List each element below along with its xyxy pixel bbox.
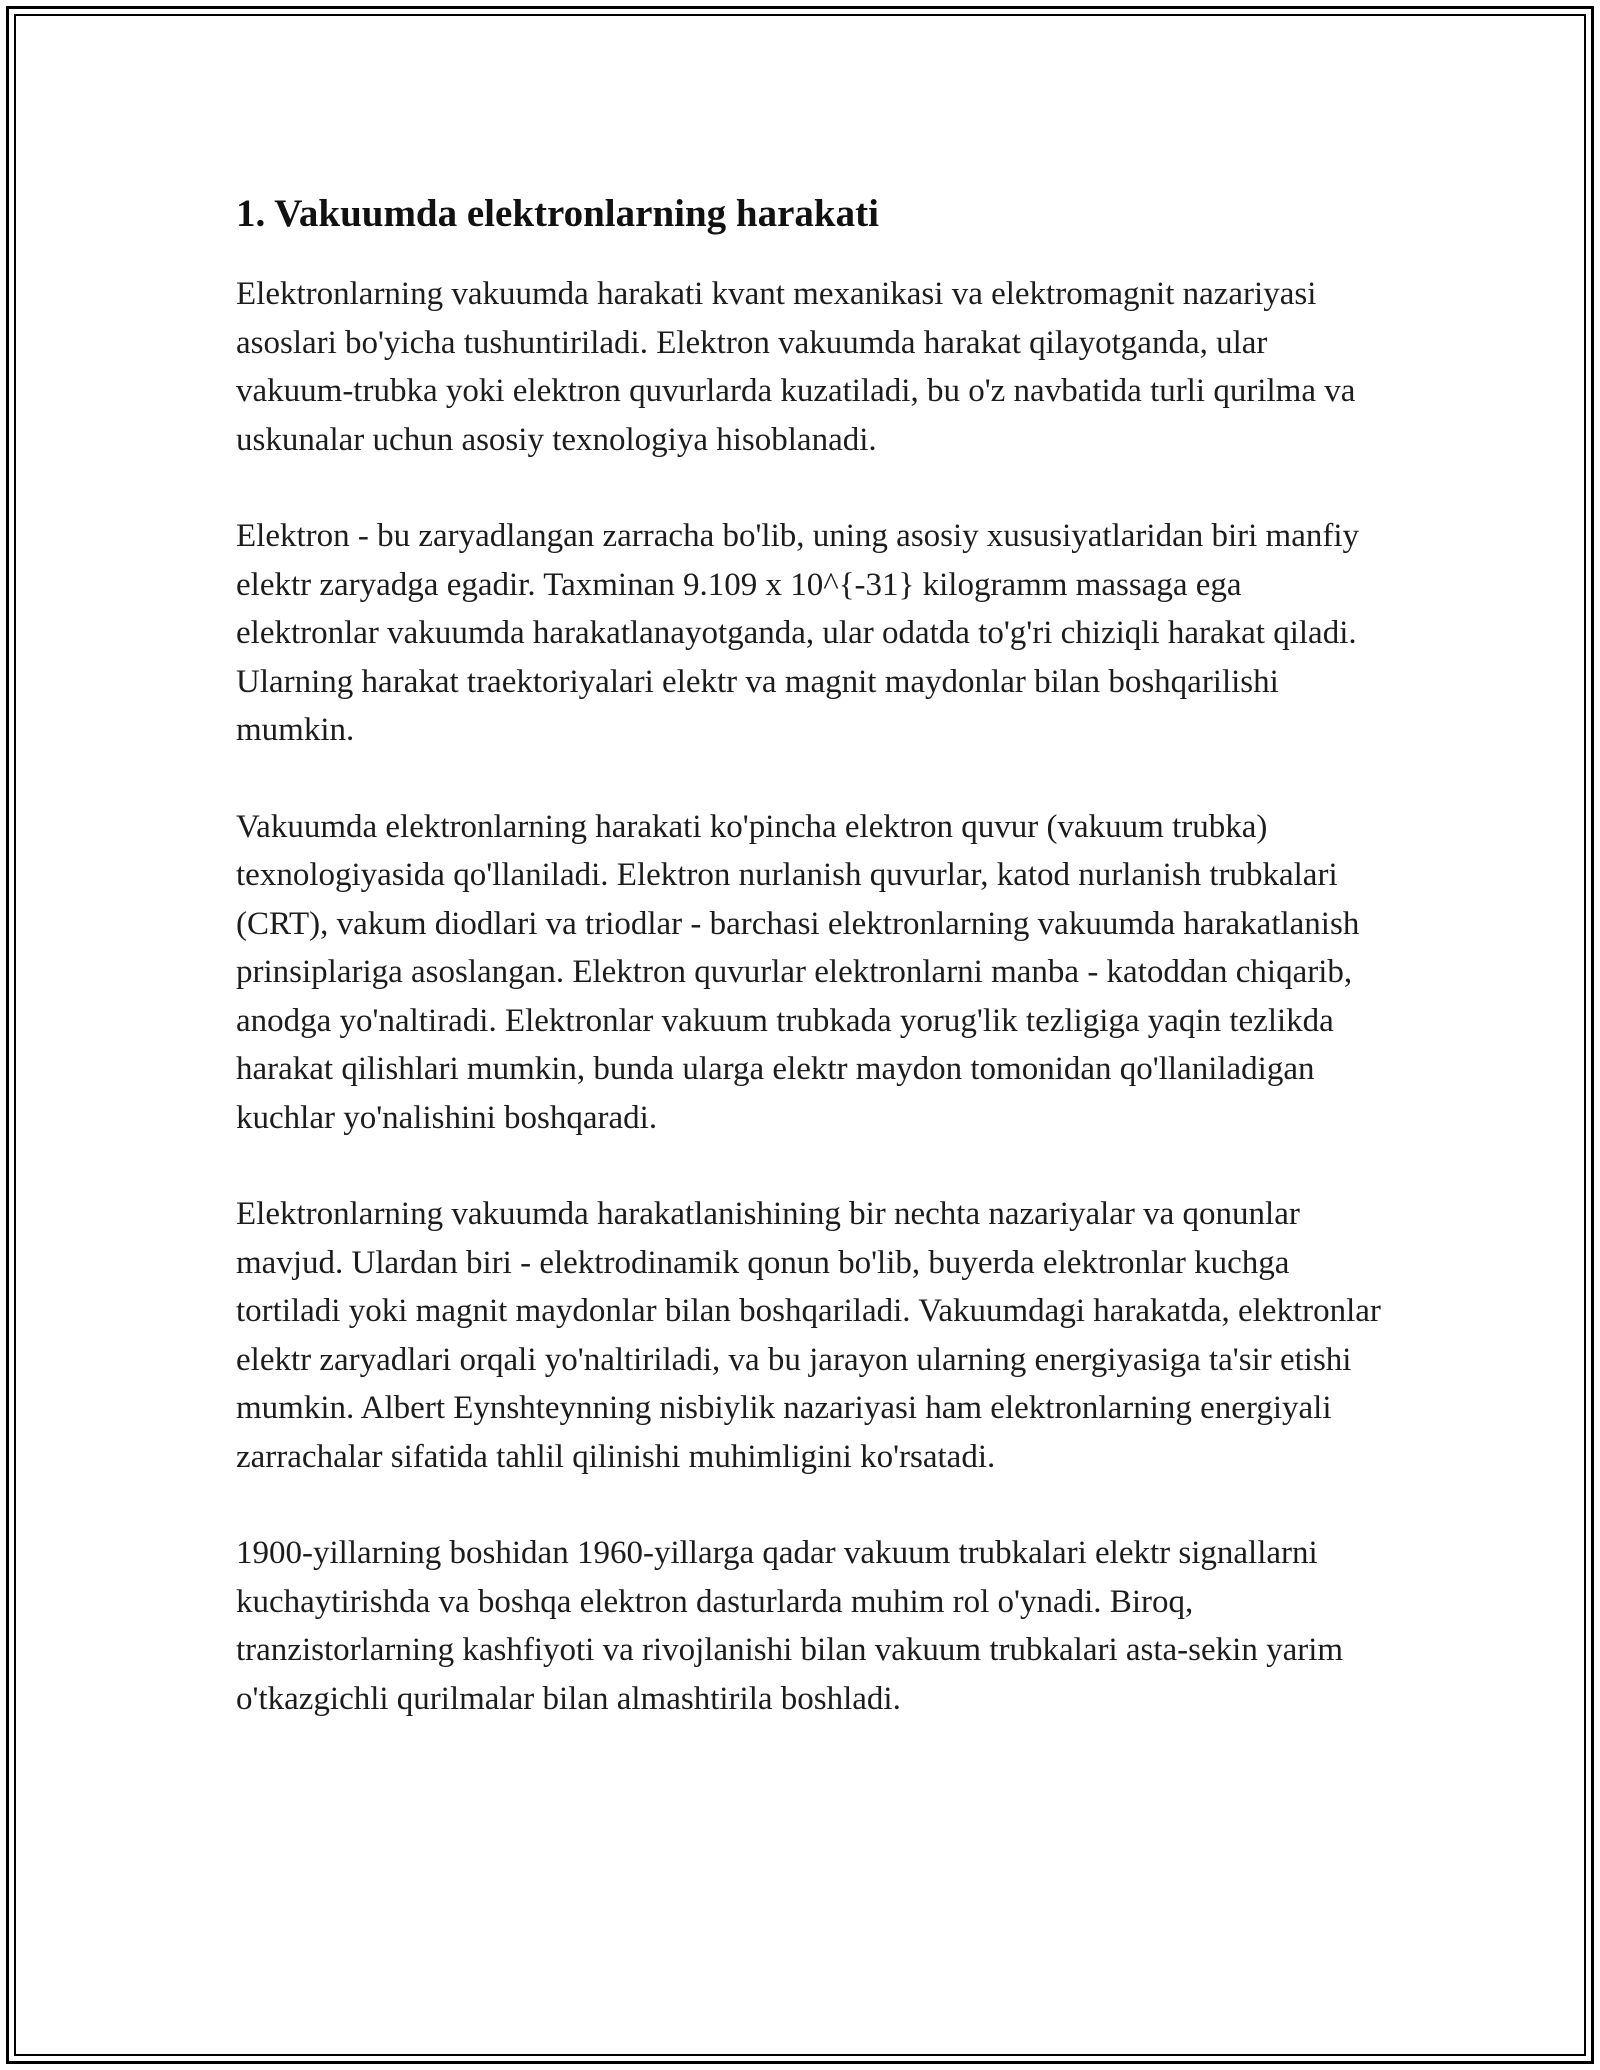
paragraph-vacuum-tube-technology: Vakuumda elektronlarning harakati ko'pincha elektron quvur (vakuum trubka) texnologiyasida qo'llaniladi. Elektron nurlanish quvurlar, katod nurlanish trubkalari (CRT), vakum diodlari va triodlar - barchasi elektronlarning vakuumda harakatlanish prinsiplariga asoslangan. Elektron quvurlar elektronlarni manba - katoddan chiqarib, anodga yo'naltiradi. Elektronlar vakuum trubkada yorug'lik tezligiga yaqin tezlikda harakat qilishlari mumkin, bunda ularga elektr maydon tomonidan qo'llaniladigan kuchlar yo'nalishini boshqaradi. (236, 808, 1360, 1136)
paragraph-electron-properties: Elektron - bu zaryadlangan zarracha bo'lib, uning asosiy xususiyatlaridan biri manfiy elektr zaryadga egadir. Taxminan 9.109 x 10^{-31} kilogramm massaga ega elektronlar vakuumda harakatlanayotganda, ular odatda to'g'ri chiziqli harakat qiladi. Ularning harakat traektoriyalari elektr va magnit maydonlar bilan boshqarilishi mumkin. (236, 518, 1360, 748)
document-body (236, 186, 1386, 1723)
section-heading: 1. Vakuumda elektronlarning harakati (236, 192, 879, 235)
paragraph-theories: Elektronlarning vakuumda harakatlanishining bir nechta nazariyalar va qonunlar mavjud. Ulardan biri - elektrodinamik qonun bo'lib, buyerda elektronlar kuchga tortiladi yoki magnit maydonlar bilan boshqariladi. Vakuumdagi harakatda, elektronlar elektr zaryadlari orqali yo'naltiriladi, va bu jarayon ularning energiyasiga ta'sir etishi mumkin. Albert Eynshteynning nisbiylik nazariyasi ham elektronlarning energiyali zarrachalar sifatida tahlil qilinishi muhimligini ko'rsatadi. (236, 1196, 1381, 1475)
paragraph-history: 1900-yillarning boshidan 1960-yillarga qadar vakuum trubkalari elektr signallarni kuchaytirishda va boshqa elektron dasturlarda muhim rol o'ynadi. Biroq, tranzistorlarning kashfiyoti va rivojlanishi bilan vakuum trubkalari asta-sekin yarim o'tkazgichli qurilmalar bilan almashtirila boshladi. (236, 1535, 1344, 1717)
paragraph-intro: Elektronlarning vakuumda harakati kvant mexanikasi va elektromagnit nazariyasi asoslari bo'yicha tushuntiriladi. Elektron vakuumda harakat qilayotganda, ular vakuum-trubka yoki elektron quvurlarda kuzatiladi, bu o'z navbatida turli qurilma va uskunalar uchun asosiy texnologiya hisoblanadi. (236, 276, 1356, 458)
